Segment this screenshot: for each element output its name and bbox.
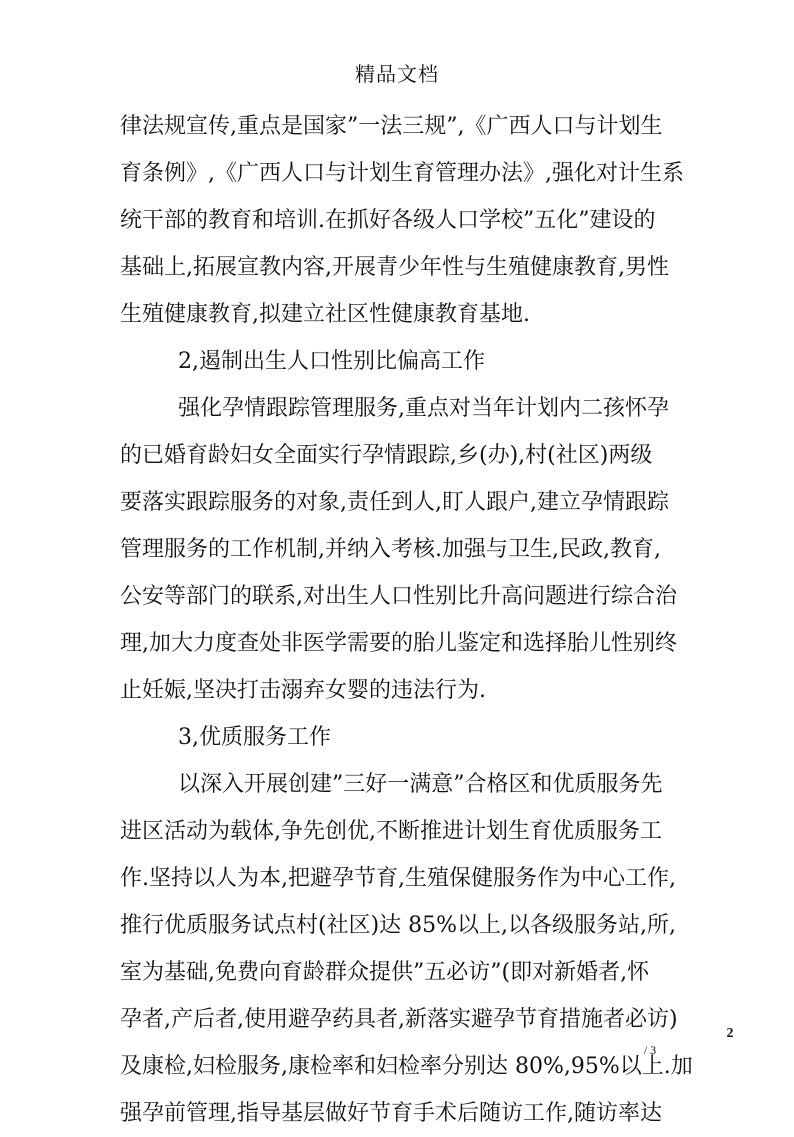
text-line: 管理服务的工作机制,并纳入考核.加强与卫生,民政,教育, [120,537,661,562]
text-line: 室为基础,免费向育龄群众提供”五必访”(即对新婚者,怀 [120,960,650,985]
section-heading: 2,遏制出生人口性别比偏高工作 [178,349,485,374]
text-line: 强孕前管理,指导基层做好节育手术后随访工作,随访率达 [120,1101,662,1126]
section-heading: 3,优质服务工作 [178,725,331,750]
text-line: 基础上,拓展宣教内容,开展青少年性与生殖健康教育,男性 [120,255,669,280]
page-number: 2 [726,1026,734,1041]
text-line: 统干部的教育和培训.在抓好各级人口学校”五化”建设的 [120,208,656,233]
text-line: 理,加大力度查处非医学需要的胎儿鉴定和选择胎儿性别终 [120,631,677,656]
text-line: 生殖健康教育,拟建立社区性健康教育基地. [120,302,530,327]
document-body [120,103,692,1137]
text-line: 推行优质服务试点村(社区)达 85%以上,以各级服务站,所, [120,913,677,938]
text-line: 的已婚育龄妇女全面实行孕情跟踪,乡(办),村(社区)两级 [120,443,653,468]
document-header-title: 精品文档 [355,62,439,86]
text-line: 公安等部门的联系,对出生人口性别比升高问题进行综合治 [120,584,677,609]
text-line: 作.坚持以人为本,把避孕节育,生殖保健服务作为中心工作, [120,866,676,891]
text-line: 孕者,产后者,使用避孕药具者,新落实避孕节育措施者必访) [120,1007,678,1032]
text-line: 及康检,妇检服务,康检率和妇检率分别达 80%,95%以上.加 [120,1054,693,1079]
text-line: 律法规宣传,重点是国家”一法三规”,《广西人口与计划生 [120,114,663,139]
page-total: / 3 [643,1043,657,1057]
text-line: 育条例》,《广西人口与计划生育管理办法》,强化对计生系 [120,161,684,186]
text-line: 要落实跟踪服务的对象,责任到人,盯人跟户,建立孕情跟踪 [120,490,669,515]
paragraph-start: 以深入开展创建”三好一满意”合格区和优质服务先 [178,772,663,797]
text-line: 进区活动为载体,争先创优,不断推进计划生育优质服务工 [120,819,662,844]
text-line: 止妊娠,坚决打击溺弃女婴的违法行为. [120,678,486,703]
paragraph-start: 强化孕情跟踪管理服务,重点对当年计划内二孩怀孕 [178,396,669,421]
